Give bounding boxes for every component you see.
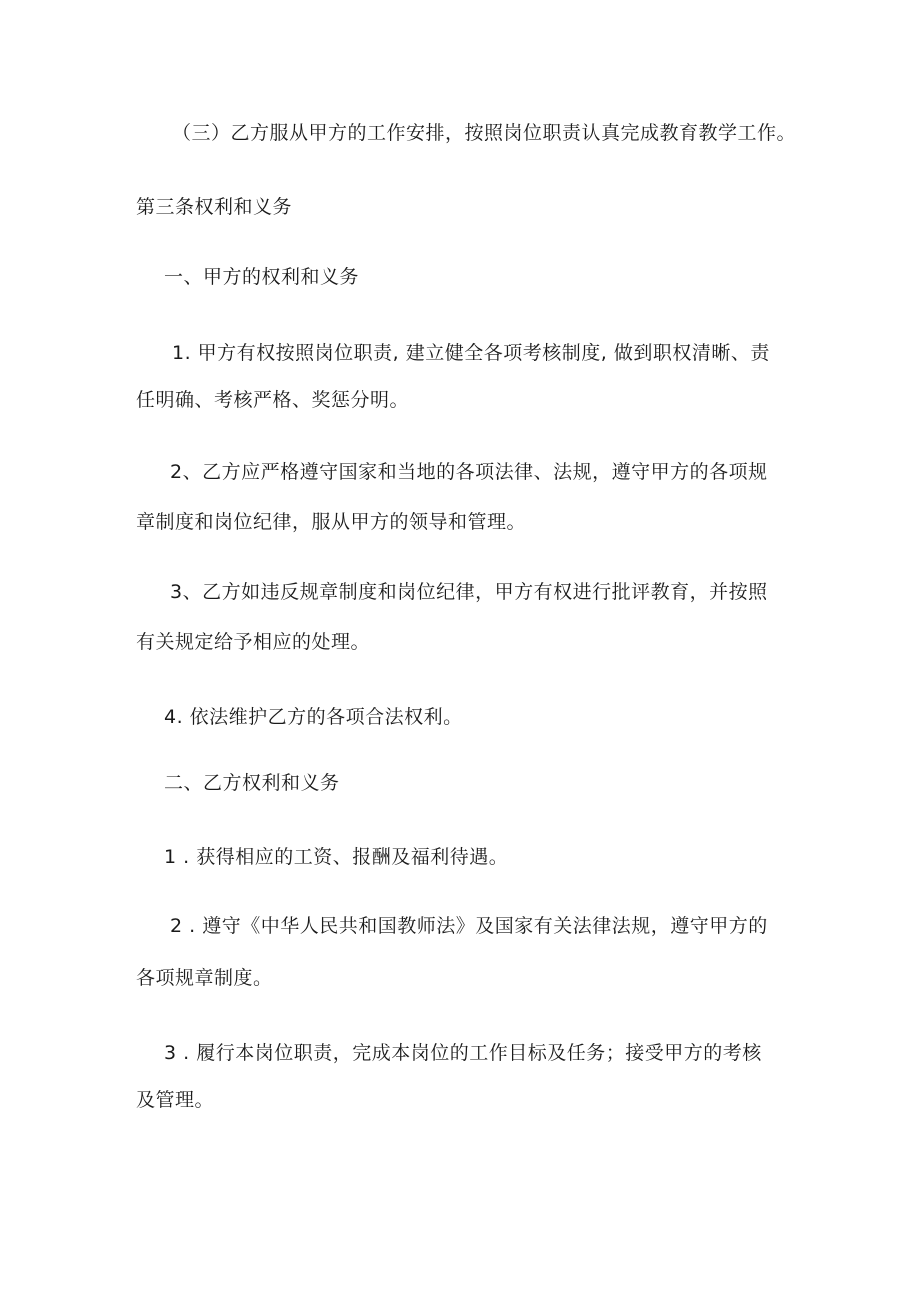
- party-b-item-3-line-2: 及管理。: [136, 1089, 215, 1111]
- party-a-item-2-line-2: 章制度和岗位纪律，服从甲方的领导和管理。: [136, 511, 527, 533]
- party-a-item-4: 4. 依法维护乙方的各项合法权利。: [164, 706, 463, 728]
- party-a-item-1-line-2: 任明确、考核严格、奖惩分明。: [136, 389, 410, 411]
- party-a-item-1-line-1: 1. 甲方有权按照岗位职责, 建立健全各项考核制度, 做到职权清晰、责: [172, 342, 770, 364]
- party-a-item-3-line-2: 有关规定给予相应的处理。: [136, 631, 371, 653]
- section-2-heading: 二、乙方权利和义务: [164, 772, 340, 794]
- party-b-item-1: 1 . 获得相应的工资、报酬及福利待遇。: [164, 846, 509, 868]
- section-1-heading: 一、甲方的权利和义务: [164, 266, 360, 288]
- party-b-item-2-line-2: 各项规章制度。: [136, 967, 273, 989]
- party-b-item-3-line-1: 3 . 履行本岗位职责，完成本岗位的工作目标及任务；接受甲方的考核: [164, 1042, 762, 1064]
- party-a-item-2-line-1: 2、乙方应严格遵守国家和当地的各项法律、法规，遵守甲方的各项规: [170, 461, 768, 483]
- article-3-heading: 第三条权利和义务: [136, 196, 293, 218]
- party-b-item-2-line-1: 2 . 遵守《中华人民共和国教师法》及国家有关法律法规，遵守甲方的: [170, 915, 768, 937]
- party-a-item-3-line-1: 3、乙方如违反规章制度和岗位纪律，甲方有权进行批评教育，并按照: [170, 581, 768, 603]
- clause-3-line: （三）乙方服从甲方的工作安排，按照岗位职责认真完成教育教学工作。: [172, 122, 797, 144]
